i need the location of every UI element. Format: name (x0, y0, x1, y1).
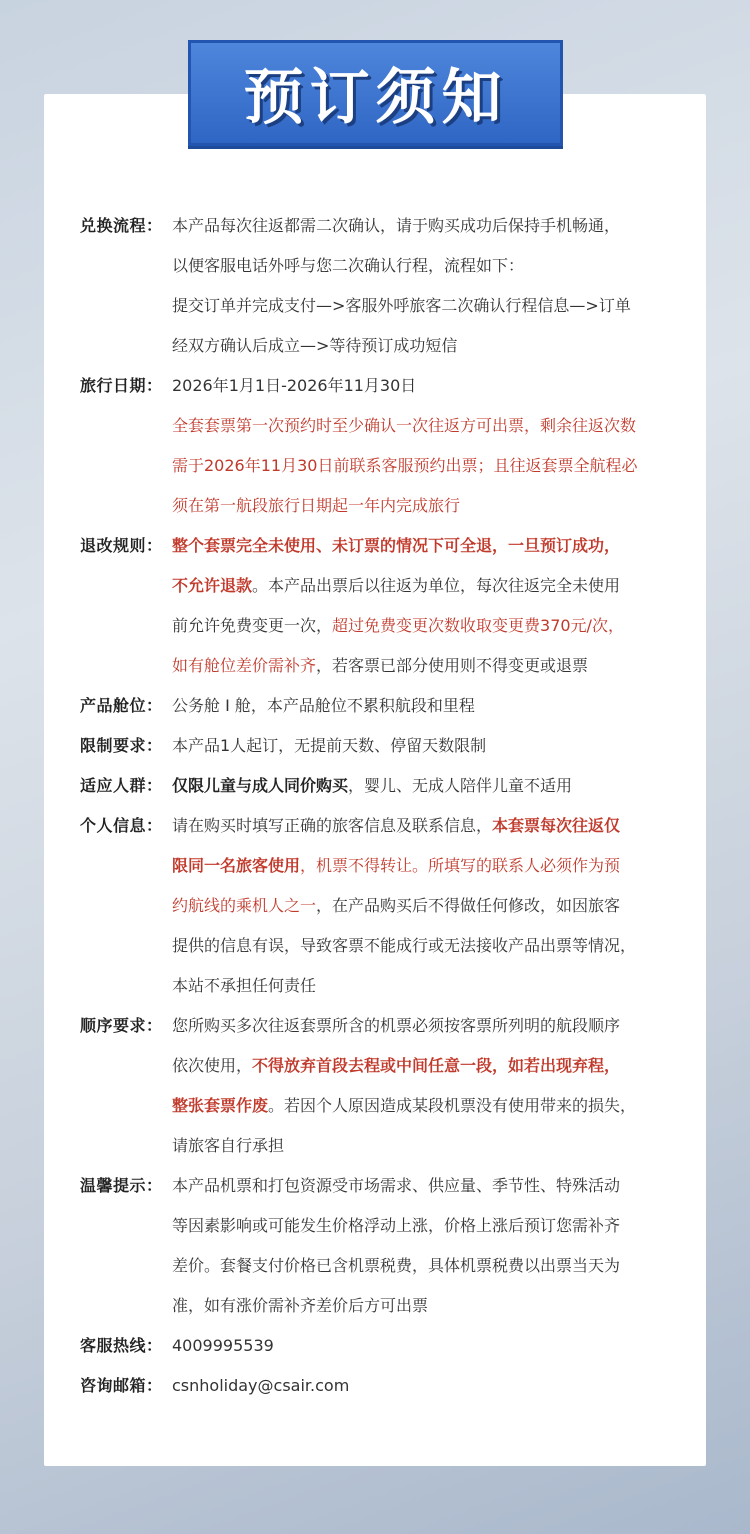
notice-line (172, 646, 692, 686)
notice-row (80, 1326, 700, 1366)
notice-text: 不得放弃首段去程或中间任意一段，如若出现弃程， (252, 1056, 621, 1075)
notice-text: ，婴儿、无成人陪伴儿童不适用 (348, 776, 573, 795)
notice-line (172, 1046, 692, 1086)
notice-label: 旅行日期： (80, 376, 163, 395)
notice-label: 个人信息： (80, 816, 163, 835)
notice-text: 2026年1月1日-2026年11月30日 (172, 376, 417, 395)
notice-body (172, 766, 692, 806)
notice-text: 经双方确认后成立—>等待预订成功短信 (172, 336, 458, 355)
notice-text: ，在产品购买后不得做任何修改，如因旅客 (316, 896, 621, 915)
notice-line (172, 446, 692, 486)
notice-text: 超过免费变更次数收取变更费370元/次， (332, 616, 624, 635)
notice-text: 本套票每次往返仅 (492, 816, 621, 835)
notice-line (172, 1366, 692, 1406)
notice-text: 如有舱位差价需补齐 (172, 656, 317, 675)
notice-row (80, 1006, 700, 1166)
notice-text: 整个套票完全未使用、未订票的情况下可全退，一旦预订成功， (172, 536, 621, 555)
notice-line (172, 1126, 692, 1166)
notice-text: 整张套票作废 (172, 1096, 269, 1115)
notice-text: 限同一名旅客使用 (172, 856, 301, 875)
notice-text: 以便客服电话外呼与您二次确认行程，流程如下： (172, 256, 525, 275)
notice-label: 退改规则： (80, 536, 163, 555)
notice-text: 不允许退款 (172, 576, 253, 595)
notice-line (172, 1286, 692, 1326)
notice-label: 限制要求： (80, 736, 163, 755)
notice-line (172, 1246, 692, 1286)
notice-text: 准，如有涨价需补齐差价后方可出票 (172, 1296, 429, 1315)
notice-text: 本站不承担任何责任 (172, 976, 317, 995)
notice-text: 。本产品出票后以往返为单位，每次往返完全未使用 (252, 576, 621, 595)
notice-body (172, 806, 692, 1006)
notice-line (172, 966, 692, 1006)
notice-body (172, 726, 692, 766)
notice-text: ，机票不得转让。所填写的联系人必须作为预 (300, 856, 621, 875)
notice-line (172, 926, 692, 966)
notice-text: csnholiday@csair.com (172, 1376, 350, 1395)
notice-line (172, 1326, 692, 1366)
notice-line (172, 366, 692, 406)
notice-text: 需于2026年11月30日前联系客服预约出票；且往返套票全航程必 (172, 456, 638, 475)
notice-body (172, 686, 692, 726)
notice-line (172, 1206, 692, 1246)
notice-label: 适应人群： (80, 776, 163, 795)
notice-line (172, 1086, 692, 1126)
notice-body (172, 1326, 692, 1366)
notice-line (172, 486, 692, 526)
notice-line (172, 1006, 692, 1046)
notice-body (172, 206, 692, 366)
notice-row (80, 206, 700, 366)
notice-line (172, 526, 692, 566)
notice-line (172, 606, 692, 646)
notice-text: 全套套票第一次预约时至少确认一次往返方可出票，剩余往返次数 (172, 416, 637, 435)
title-banner (188, 40, 563, 146)
page-title: 预订须知 (243, 63, 508, 133)
notice-line (172, 286, 692, 326)
notice-text: ，若客票已部分使用则不得变更或退票 (316, 656, 589, 675)
notice-row (80, 1166, 700, 1326)
notice-label: 客服热线： (80, 1336, 163, 1355)
notice-row (80, 1366, 700, 1406)
notice-body (172, 366, 692, 526)
notice-text: 须在第一航段旅行日期起一年内完成旅行 (172, 496, 461, 515)
notice-text: 请旅客自行承担 (172, 1136, 285, 1155)
notice-line (172, 686, 692, 726)
notice-text: 您所购买多次往返套票所含的机票必须按客票所列明的航段顺序 (172, 1016, 621, 1035)
notice-text: 前允许免费变更一次， (172, 616, 333, 635)
notice-row (80, 526, 700, 686)
notice-line (172, 206, 692, 246)
notice-label: 兑换流程： (80, 216, 163, 235)
notice-line (172, 726, 692, 766)
notice-line (172, 766, 692, 806)
notice-text: 本产品每次往返都需二次确认，请于购买成功后保持手机畅通， (172, 216, 621, 235)
notice-label: 温馨提示： (80, 1176, 163, 1195)
notice-line (172, 246, 692, 286)
notice-row (80, 366, 700, 526)
notice-label: 顺序要求： (80, 1016, 163, 1035)
notice-text: 等因素影响或可能发生价格浮动上涨，价格上涨后预订您需补齐 (172, 1216, 621, 1235)
notice-text: 提供的信息有误，导致客票不能成行或无法接收产品出票等情况， (172, 936, 637, 955)
notice-line (172, 326, 692, 366)
notice-text: 差价。套餐支付价格已含机票税费，具体机票税费以出票当天为 (172, 1256, 621, 1275)
notice-row (80, 806, 700, 1006)
notice-body (172, 1166, 692, 1326)
notice-text: 公务舱 I 舱，本产品舱位不累积航段和里程 (172, 696, 475, 715)
notice-text: 约航线的乘机人之一 (172, 896, 317, 915)
notice-line (172, 1166, 692, 1206)
notice-label: 产品舱位： (80, 696, 163, 715)
notice-line (172, 846, 692, 886)
notice-label: 咨询邮箱： (80, 1376, 163, 1395)
notice-line (172, 566, 692, 606)
notice-line (172, 406, 692, 446)
notice-row (80, 686, 700, 726)
notice-text: 本产品机票和打包资源受市场需求、供应量、季节性、特殊活动 (172, 1176, 621, 1195)
notice-text: 提交订单并完成支付—>客服外呼旅客二次确认行程信息—>订单 (172, 296, 631, 315)
notice-line (172, 806, 692, 846)
notice-body (172, 1366, 692, 1406)
notice-body (172, 1006, 692, 1166)
notice-text: 本产品1人起订，无提前天数、停留天数限制 (172, 736, 487, 755)
notice-row (80, 766, 700, 806)
notice-list (80, 206, 700, 1406)
notice-text: 请在购买时填写正确的旅客信息及联系信息， (172, 816, 493, 835)
notice-row (80, 726, 700, 766)
notice-text: 4009995539 (172, 1336, 274, 1355)
notice-line (172, 886, 692, 926)
notice-text: 仅限儿童与成人同价购买 (172, 776, 349, 795)
notice-text: 依次使用， (172, 1056, 253, 1075)
notice-text: 。若因个人原因造成某段机票没有使用带来的损失， (268, 1096, 637, 1115)
notice-body (172, 526, 692, 686)
